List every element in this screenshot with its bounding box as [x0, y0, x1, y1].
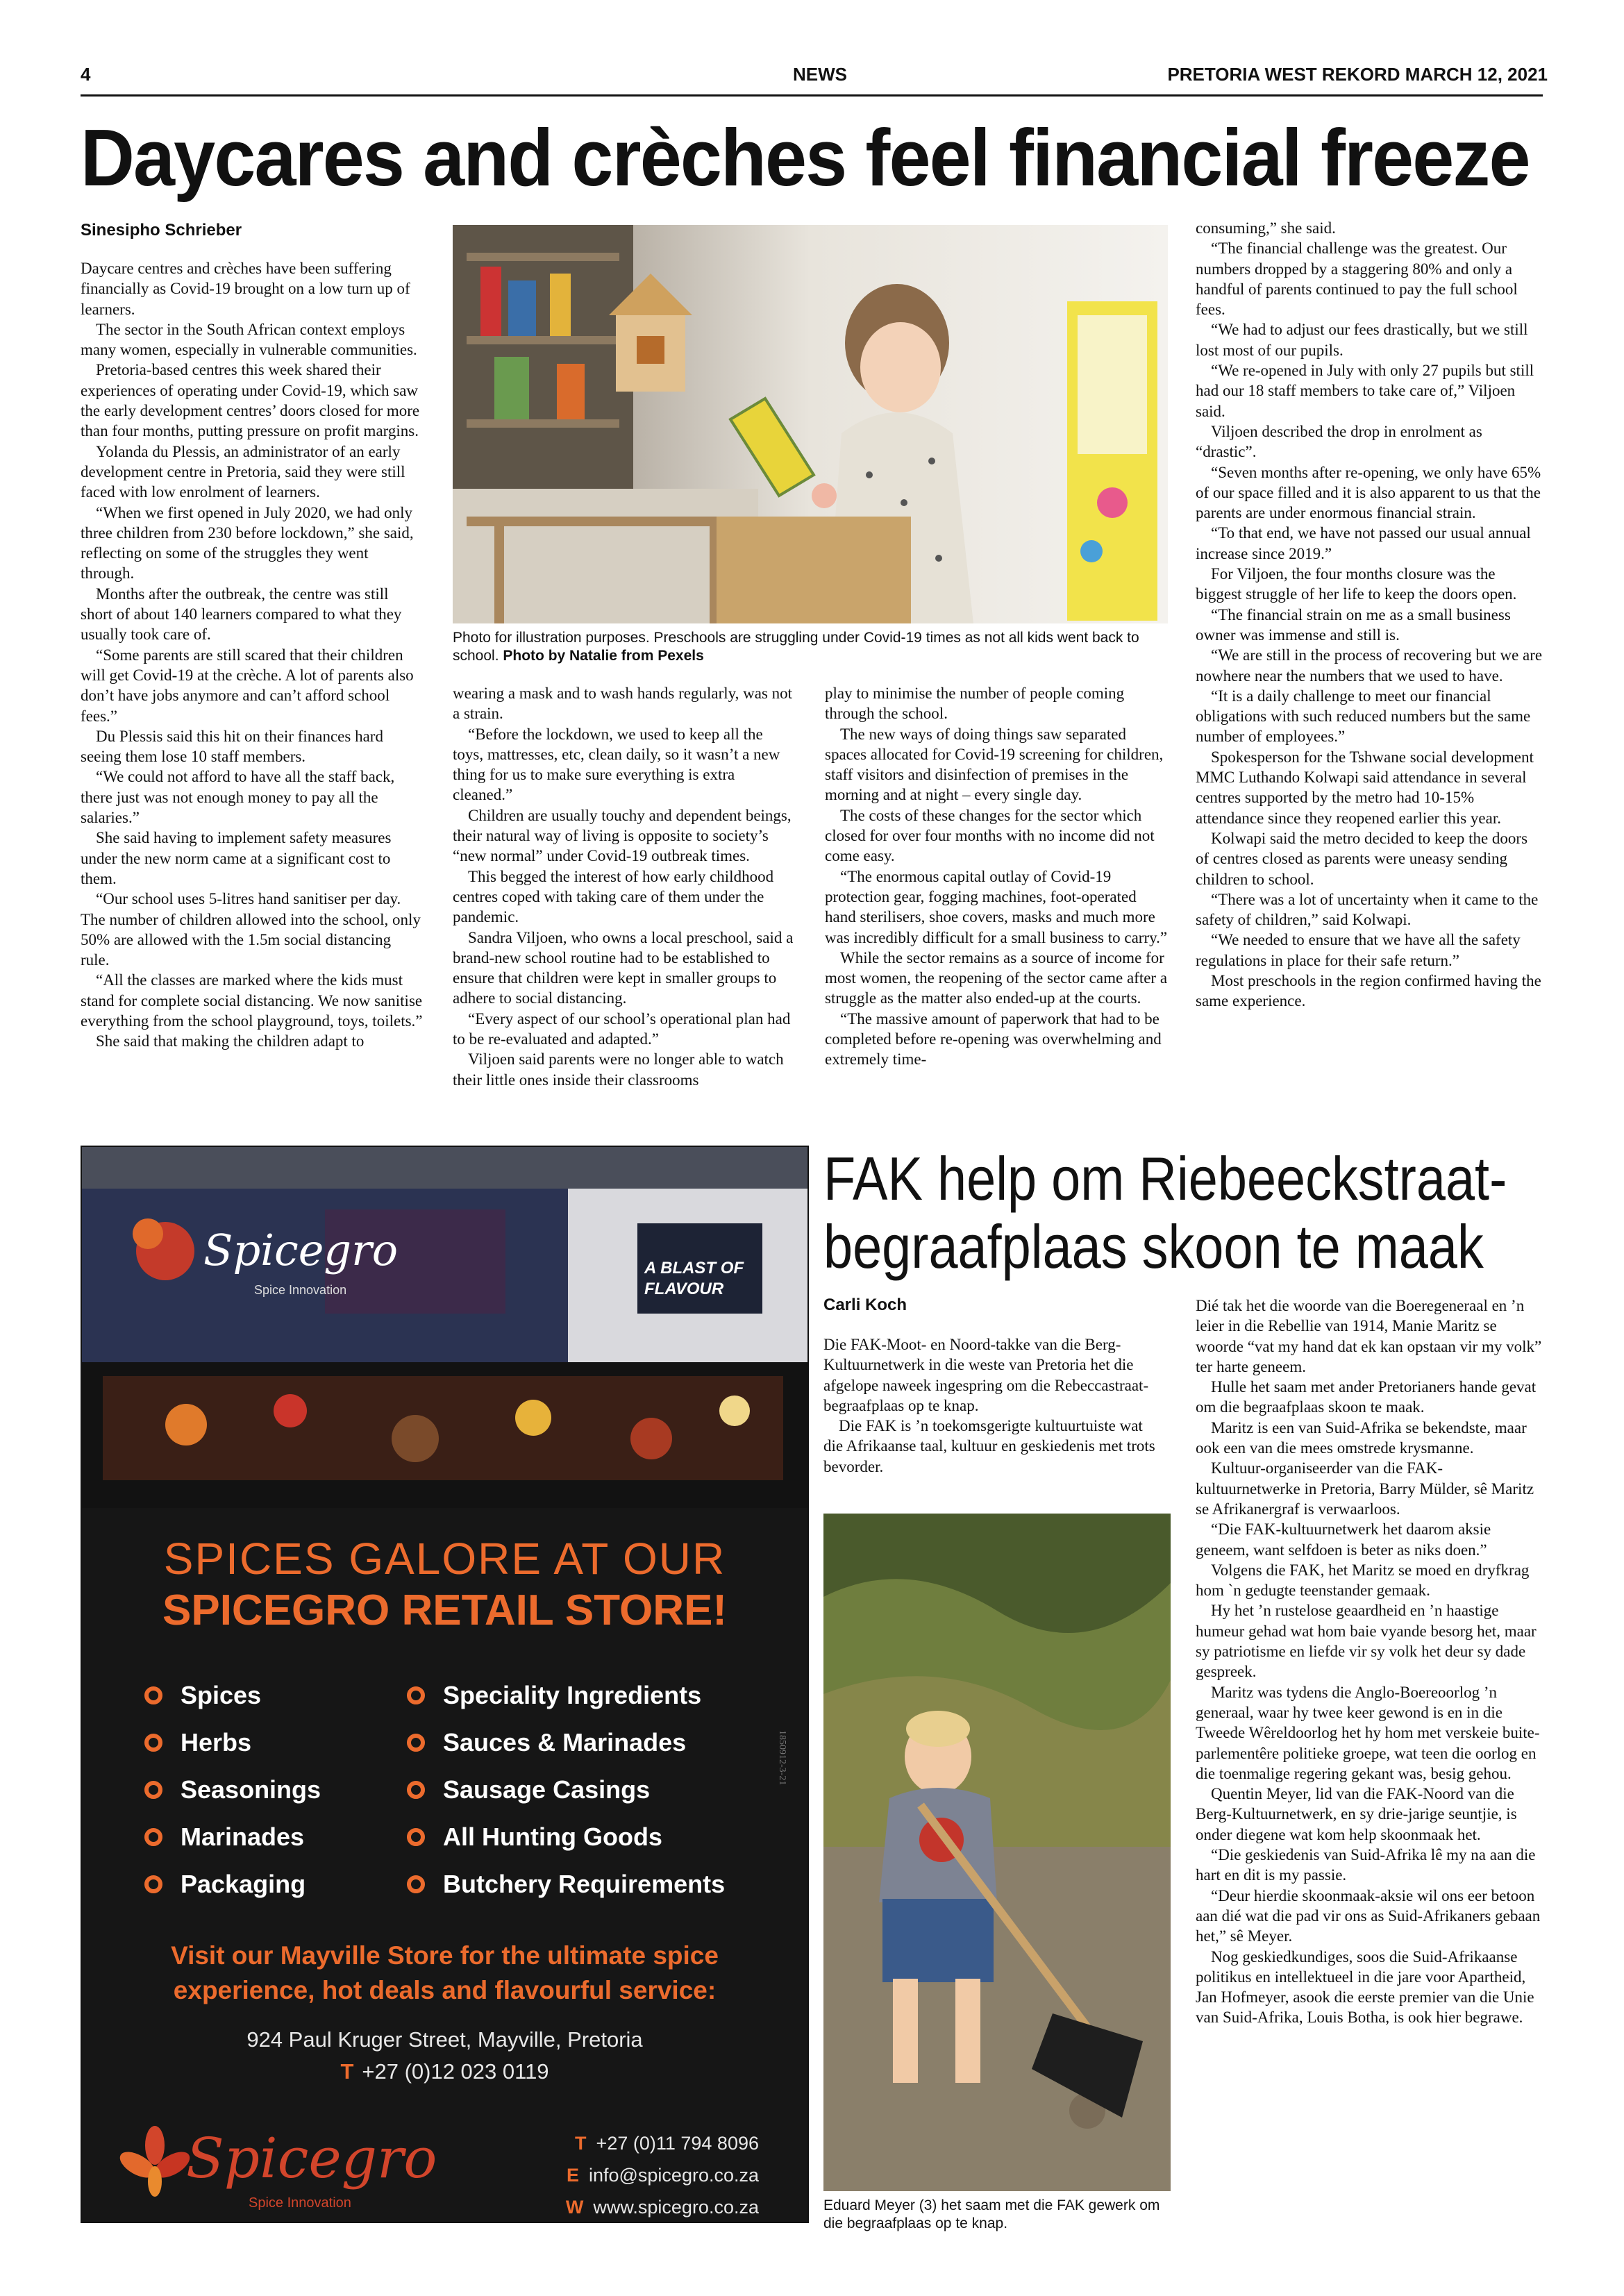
contact-email: E info@spicegro.co.za	[566, 2165, 759, 2186]
paragraph: Months after the outbreak, the centre was still short of about 140 learners compared to what they usually took care of.	[81, 585, 402, 644]
ad-list-item: Packaging	[144, 1861, 321, 1908]
ad-list-item: Herbs	[144, 1719, 321, 1766]
paragraph: “We re-opened in July with only 27 pupils but still had our 18 staff members to take care of,” Viljoen said.	[1196, 362, 1534, 420]
phone-number: +27 (0)12 023 0119	[362, 2059, 549, 2084]
paragraph: Pretoria-based centres this week shared their experiences of operating under Covid-19, which saw the early development centres’ doors closed for more than four months, putting pressure on profit margins.	[81, 361, 420, 440]
ad-address: 924 Paul Kruger Street, Mayville, Pretoria	[246, 2027, 643, 2052]
ad-list-item: Sauces & Marinades	[407, 1719, 725, 1766]
storefront-illustration	[82, 1147, 807, 1508]
article2-photo-caption: Eduard Meyer (3) het saam met die FAK gewerk om die begraafplaas op te knap.	[823, 2197, 1160, 2231]
paragraph: “Every aspect of our school’s operational plan had to be re-evaluated and adapted.”	[453, 1009, 791, 1048]
paragraph: Die FAK-Moot- en Noord-takke van die Berg-Kultuurnetwerk in die weste van Pretoria het die afgelope naweek ingespring om die Rebeccastraat-begraafplaas op te knap.	[823, 1336, 1149, 1414]
paragraph: “Our school uses 5-litres hand sanitiser per day. The number of children allowed into the school, only 50% are allowed with the 1.5m social distancing rule.	[81, 890, 421, 969]
article2-byline: Carli Koch	[823, 1296, 907, 1314]
storefront-sign: Spicegro	[203, 1225, 399, 1275]
paragraph: Daycare centres and crèches have been suffering financially as Covid-19 brought on a low turn up of learners.	[81, 260, 410, 318]
paragraph: Maritz is een van Suid-Afrika se bekendste, maar ook een van die mees omstrede krysmanne.	[1196, 1418, 1527, 1457]
ad-list-item: Marinades	[144, 1813, 321, 1861]
paragraph: Kolwapi said the metro decided to keep the doors of centres closed as parents were uneasy sending children to school.	[1196, 829, 1528, 888]
paragraph: “Before the lockdown, we used to keep all the toys, mattresses, etc, clean daily, so it wasn’t a new thing for us to make sure everything is extra cleaned.”	[453, 725, 780, 804]
paragraph: “The financial challenge was the greatest. Our numbers dropped by a staggering 80% and only a handful of parents continued to pay the full school fees.	[1196, 240, 1518, 319]
paragraph: “Some parents are still scared that their children will get Covid-19 at the crèche. A lot of parents also don’t have jobs anymore and can’t afford school fees.”	[81, 646, 414, 725]
article-byline: Sinesipho Schrieber	[81, 221, 242, 240]
bullet-icon	[144, 1686, 162, 1704]
paragraph: wearing a mask and to wash hands regularly, was not a strain.	[453, 685, 793, 723]
ad-visit-text: Visit our Mayville Store for the ultimate spice experience, hot deals and flavourful service:	[171, 1941, 719, 2004]
paragraph: Nog geskiedkundiges, soos die Suid-Afrikaanse politikus en intellektueel in die jare voor Apartheid, Jan Hofmeyer, asook die eerste premier van die Unie van Suid-Afrika, Louis Botha, is ook hier begrawe.	[1196, 1947, 1534, 2027]
logo-wordmark: Spicegro	[186, 2126, 437, 2190]
ad-heading-2: SPICEGRO RETAIL STORE!	[162, 1586, 727, 1634]
paragraph: “To that end, we have not passed our usual annual increase since 2019.”	[1196, 524, 1531, 562]
section-label: NEWS	[793, 64, 847, 85]
paragraph: While the sector remains as a source of income for most women, the reopening of the sector came after a struggle as the matter also ended-up at the courts.	[825, 948, 1168, 1007]
paragraph: She said that making the children adapt to	[96, 1032, 365, 1050]
photo-credit: Photo by Natalie from Pexels	[503, 648, 704, 664]
paragraph: consuming,” she said.	[1196, 219, 1336, 237]
article1-column-1	[81, 258, 423, 1052]
paragraph: This begged the interest of how early childhood centres coped with taking care of them under the pandemic.	[453, 867, 774, 926]
window-text: A BLAST OF FLAVOUR	[644, 1259, 744, 1298]
paragraph: Hulle het saam met ander Pretorianers hande gevat om die begraafplaas skoon te maak.	[1196, 1378, 1537, 1416]
ad-list-right	[407, 1672, 725, 1908]
phone-label: T	[340, 2059, 354, 2084]
storefront-photo	[82, 1147, 807, 1508]
paragraph: “All the classes are marked where the kids must stand for complete social distancing. We now sanitise everything from the school playground, toys, toilets.”	[81, 971, 423, 1030]
paragraph: Viljoen said parents were no longer able to watch their little ones inside their classrooms	[453, 1050, 784, 1089]
bullet-icon	[144, 1781, 162, 1799]
storefront-tagline: Spice Innovation	[254, 1283, 347, 1297]
ad-list-item: Spices	[144, 1672, 321, 1719]
paragraph: “Die FAK-kultuurnetwerk het daarom aksie geneem, want selfdoen is beter as niks doen.”	[1196, 1520, 1491, 1559]
paragraph: “We needed to ensure that we have all the safety regulations in place for their safe return.”	[1196, 931, 1521, 969]
paragraph: “It is a daily challenge to meet our financial obligations with such reduced numbers but the same number of employees.”	[1196, 687, 1531, 746]
caption-text: Photo for illustration purposes. Preschools are struggling under Covid-19 times as not all kids went back to school.	[453, 630, 1139, 664]
paragraph: Hy het ’n rustelose geaardheid en ’n haastige humeur gehad wat hom baie vyande besorg het, maar sy patriotisme en liefde vir sy volk het deur sy dade gespreek.	[1196, 1602, 1537, 1681]
bullet-icon	[144, 1828, 162, 1846]
ad-list-item: Speciality Ingredients	[407, 1672, 725, 1719]
ad-heading-1: SPICES GALORE AT OUR	[163, 1534, 726, 1584]
paragraph: Dié tak het die woorde van die Boeregeneraal en ’n leier in die Rebellie van 1914, Manie Maritz se woorde “vat my hand dat ek kan opstaan vir my volk” ter harte geneem.	[1196, 1297, 1542, 1375]
paragraph: “There was a lot of uncertainty when it came to the safety of children,” said Kolwapi.	[1196, 890, 1539, 929]
paragraph: “Deur hierdie skoonmaak-aksie wil ons eer betoon aan dié wat die pad vir ons as Suid-Afrikaners gebaan het,” sê Meyer.	[1196, 1886, 1541, 1945]
article1-column-4	[1196, 218, 1544, 1012]
ad-phone	[82, 2059, 807, 2084]
ad-list-item: Sausage Casings	[407, 1766, 725, 1813]
paragraph: “The financial strain on me as a small business owner was immense and still is.	[1196, 605, 1511, 644]
paragraph: “Seven months after re-opening, we only have 65% of our space filled and it is also apparent to us that the parents are under enormous financial strain.	[1196, 463, 1541, 522]
article1-column-3	[825, 683, 1168, 1070]
spicegro-leaf-logo-icon	[117, 2125, 193, 2201]
bullet-icon	[407, 1828, 425, 1846]
paragraph: Kultuur-organiseerder van die FAK-kultuurnetwerke in Pretoria, Barry Mülder, sê Maritz se Afrikanergraf is verwaarloos.	[1196, 1459, 1534, 1518]
paper-date: PRETORIA WEST REKORD MARCH 12, 2021	[1167, 64, 1548, 85]
paragraph: Children are usually touchy and dependent beings, their natural way of living is opposite to society’s “new normal” under Covid-19 outbreak times.	[453, 806, 792, 865]
article2-column-1	[823, 1334, 1161, 1477]
paragraph: “We had to adjust our fees drastically, but we still lost most of our pupils.	[1196, 321, 1528, 359]
article1-column-2	[453, 683, 796, 1090]
contact-phone: T +27 (0)11 794 8096	[575, 2133, 759, 2154]
paragraph: Maritz was tydens die Anglo-Boereoorlog ’n generaal, waar hy twee keer gewond is en in die Tweede Wêreldoorlog het hy hom met verskeie buite-parlementêre politieke groepe, wat teen die oorlog en die toenmalige regering gekant was, besig gehou.	[1196, 1683, 1540, 1782]
bullet-icon	[144, 1734, 162, 1752]
paragraph: Viljoen described the drop in enrolment as “drastic”.	[1196, 422, 1482, 461]
paragraph: The sector in the South African context employs many women, especially in vulnerable communities.	[81, 320, 417, 359]
logo-tagline: Spice Innovation	[249, 2195, 351, 2211]
ad-list-item: Butchery Requirements	[407, 1861, 725, 1908]
paragraph: Die FAK is ’n toekomsgerigte kultuurtuiste wat die Afrikaanse taal, kultuur en geskiedenis met trots bevorder.	[823, 1417, 1155, 1475]
bullet-icon	[144, 1875, 162, 1893]
boy-raking-photo	[823, 1514, 1171, 2191]
ad-list-item: All Hunting Goods	[407, 1813, 725, 1861]
paragraph: Spokesperson for the Tshwane social development MMC Luthando Kolwapi said attendance in several centres supported by the metro had 10-15% attendance since they reopened earlier this year.	[1196, 748, 1534, 827]
paragraph: Du Plessis said this hit on their finances hard seeing them lose 10 staff members.	[81, 727, 383, 766]
child-drawing-photo	[453, 225, 1168, 623]
paragraph: “The massive amount of paperwork that had to be completed before re-opening was overwhelming and extremely time-	[825, 1009, 1162, 1069]
paragraph: “When we first opened in July 2020, we had only three children from 230 before lockdown,” she said, reflecting on some of the struggles they went through.	[81, 503, 414, 583]
paragraph: Quentin Meyer, lid van die FAK-Noord van die Berg-Kultuurnetwerk, en sy drie-jarige seuntjie, is onder diegene wat kom help skoonmaak het.	[1196, 1785, 1517, 1843]
paragraph: “Die geskiedenis van Suid-Afrika lê my na aan die hart en dit is my passie.	[1196, 1846, 1536, 1884]
article1-photo	[453, 225, 1168, 623]
bullet-icon	[407, 1686, 425, 1704]
paragraph: Yolanda du Plessis, an administrator of an early development centre in Pretoria, said they were still faced with low enrolment of learners.	[81, 442, 405, 501]
article2-headline-line2: begraafplaas skoon te maak	[823, 1212, 1484, 1281]
paragraph: “We could not afford to have all the staff back, there just was not enough money to pay all the salaries.”	[81, 768, 395, 827]
spicegro-advert	[81, 1146, 809, 2223]
bullet-icon	[407, 1734, 425, 1752]
page-number: 4	[81, 64, 91, 85]
paragraph: “We are still in the process of recovering but we are nowhere near the numbers that we used to have.	[1196, 646, 1543, 685]
paragraph: play to minimise the number of people coming through the school.	[825, 685, 1125, 723]
advert-body	[82, 1508, 807, 2222]
article1-photo-caption	[453, 629, 1168, 665]
paragraph: “The enormous capital outlay of Covid-19 protection gear, fogging machines, foot-operated hand sterilisers, shoe covers, masks and much more was incredibly difficult for a small business to carry.”	[825, 867, 1168, 946]
ad-list-item: Seasonings	[144, 1766, 321, 1813]
article2-headline-line1: FAK help om Riebeeckstraat-	[823, 1144, 1507, 1213]
paragraph: Sandra Viljoen, who owns a local preschool, said a brand-new school routine had to be established to ensure that children were kept in smaller groups to adhere to social distancing.	[453, 928, 794, 1007]
contact-website: W www.spicegro.co.za	[565, 2197, 759, 2218]
ad-list-left	[144, 1672, 321, 1908]
bullet-icon	[407, 1875, 425, 1893]
ad-code: 1850912-3-21	[777, 1730, 787, 1786]
paragraph: The new ways of doing things saw separated spaces allocated for Covid-19 screening for children, staff visitors and disinfection of premises in the morning and at night – every single day.	[825, 725, 1164, 804]
paragraph: For Viljoen, the four months closure was the biggest struggle of her life to keep the doors open.	[1196, 565, 1517, 603]
paragraph: Most preschools in the region confirmed having the same experience.	[1196, 971, 1541, 1010]
paragraph: She said having to implement safety measures under the new norm came at a significant cost to them.	[81, 829, 392, 887]
article2-photo	[823, 1514, 1171, 2191]
article-headline: Daycares and crèches feel financial freeze	[81, 112, 1530, 203]
masthead-rule	[81, 94, 1543, 97]
paragraph: The costs of these changes for the sector which closed for over four months with no income did not come easy.	[825, 806, 1155, 865]
bullet-icon	[407, 1781, 425, 1799]
article2-column-2	[1196, 1296, 1543, 2028]
paragraph: Volgens die FAK, het Maritz se moed en dryfkrag hom `n gedugte teenstander gemaak.	[1196, 1561, 1530, 1600]
